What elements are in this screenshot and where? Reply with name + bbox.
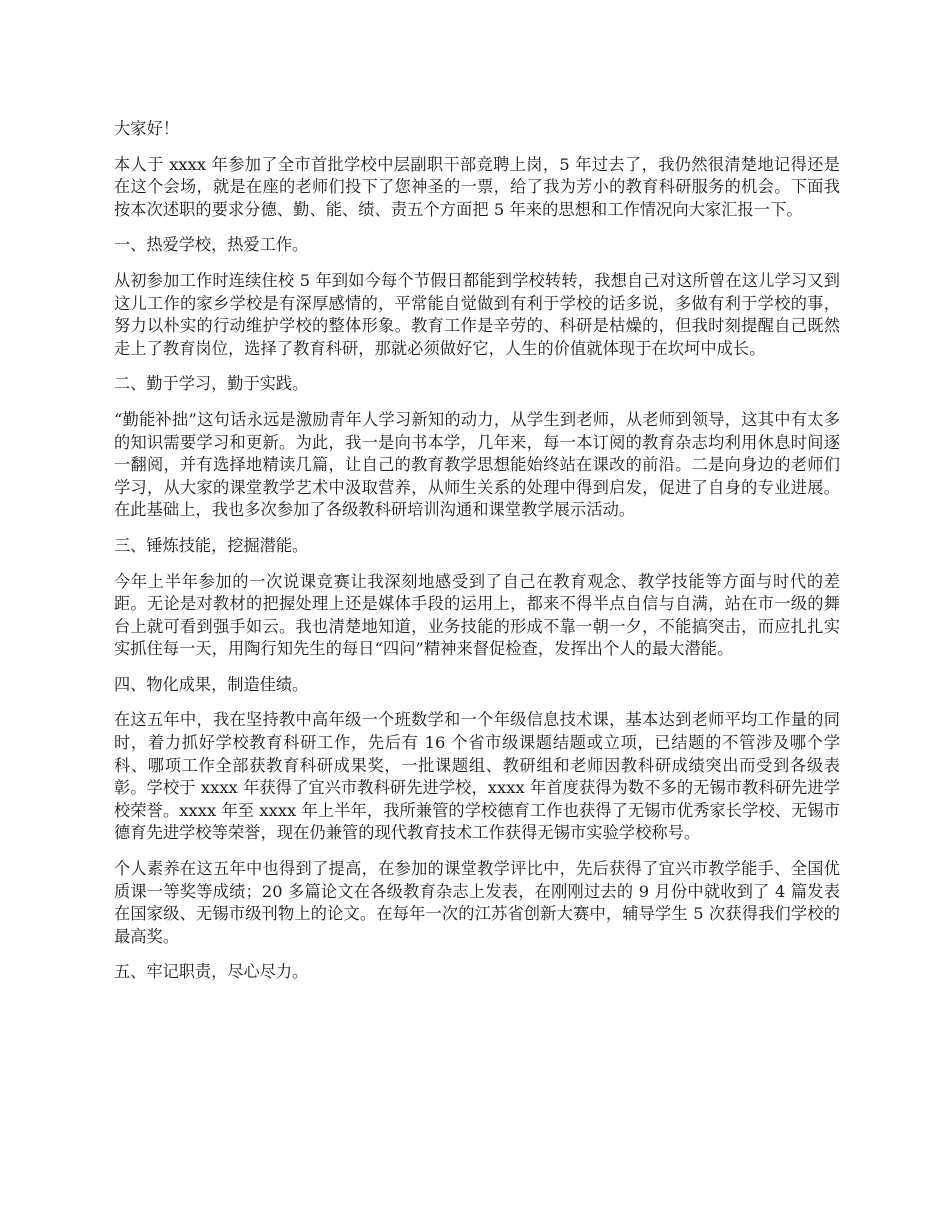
intro-paragraph: 本人于 xxxx 年参加了全市首批学校中层副职干部竞聘上岗，5 年过去了，我仍然很清楚地记得还是在这个会场，就是在座的老师们投下了您神圣的一票，给了我为芳小的教育科研服务的机会。下面我按本次述职的要求分德、勤、能、绩、责五个方面把 5 年来的思想和工作情况向大家汇报一下。 bbox=[114, 154, 840, 219]
greeting: 大家好！ bbox=[114, 119, 180, 138]
section-paragraph-4a: 在这五年中，我在坚持教中高年级一个班数学和一个年级信息技术课，基本达到老师平均工作量的同时，着力抓好学校教育科研工作，先后有 16 个省市级课题结题或立项，已结题的不管涉及哪个学科、哪项工作全部获教育科研成果奖，一批课题组、教研组和老师因教科研成绩突出而受到各级表彰。学校于 xxxx 年获得了宜兴市教科研先进学校，xxxx 年首度获得为数不多的无锡市教科研先进学校荣誉。xxxx 年至 xxxx 年上半年，我所兼管的学校德育工作也获得了无锡市优秀家长学校、无锡市德育先进学校等荣誉，现在仍兼管的现代教育技术工作获得无锡市实验学校称号。 bbox=[114, 710, 840, 843]
section-heading-2: 二、勤于学习，勤于实践。 bbox=[114, 374, 309, 394]
section-heading-1: 一、热爱学校，热爱工作。 bbox=[114, 235, 309, 255]
section-paragraph-3: 今年上半年参加的一次说课竞赛让我深刻地感受到了自己在教育观念、教学技能等方面与时代的差距。无论是对教材的把握处理上还是媒体手段的运用上，都来不得半点自信与自满，站在市一级的舞台上就可看到强手如云。我也清楚地知道，业务技能的形成不靠一朝一夕，不能搞突击，而应扎扎实实抓住每一天，用陶行知先生的每日“四问”精神来督促检查，发挥出个人的最大潜能。 bbox=[114, 571, 840, 659]
section-paragraph-4b: 个人素养在这五年中也得到了提高，在参加的课堂教学评比中，先后获得了宜兴市教学能手、全国优质课一等奖等成绩；20 多篇论文在各级教育杂志上发表，在刚刚过去的 9 月份中就收到了 4 篇发表在国家级、无锡市级刊物上的论文。在每年一次的江苏省创新大赛中，辅导学生 5 次获得我们学校的最高奖。 bbox=[114, 859, 840, 946]
section-paragraph-1: 从初参加工作时连续住校 5 年到如今每个节假日都能到学校转转，我想自己对这所曾在这儿学习又到这儿工作的家乡学校是有深厚感情的，平常能自觉做到有利于学校的话多说，多做有利于学校的事，努力以朴实的行动维护学校的整体形象。教育工作是辛劳的、科研是枯燥的，但我时刻提醒自己既然走上了教育岗位，选择了教育科研，那就必须做好它，人生的价值就体现于在坎坷中成长。 bbox=[114, 270, 840, 358]
section-heading-4: 四、物化成果，制造佳绩。 bbox=[114, 674, 309, 694]
section-paragraph-2: “勤能补拙”这句话永远是激励青年人学习新知的动力，从学生到老师，从老师到领导，这其中有太多的知识需要学习和更新。为此，我一是向书本学，几年来，每一本订阅的教育杂志均利用休息时间逐一翻阅，并有选择地精读几篇，让自己的教育教学思想能始终站在课改的前沿。二是向身边的老师们学习，从大家的课堂教学艺术中汲取营养，从师生关系的处理中得到启发，促进了自身的专业进展。在此基础上，我也多次参加了各级教科研培训沟通和课堂教学展示活动。 bbox=[114, 409, 840, 520]
section-heading-5: 五、牢记职责，尽心尽力。 bbox=[114, 962, 309, 982]
section-heading-3: 三、锤炼技能，挖掘潜能。 bbox=[114, 535, 309, 555]
